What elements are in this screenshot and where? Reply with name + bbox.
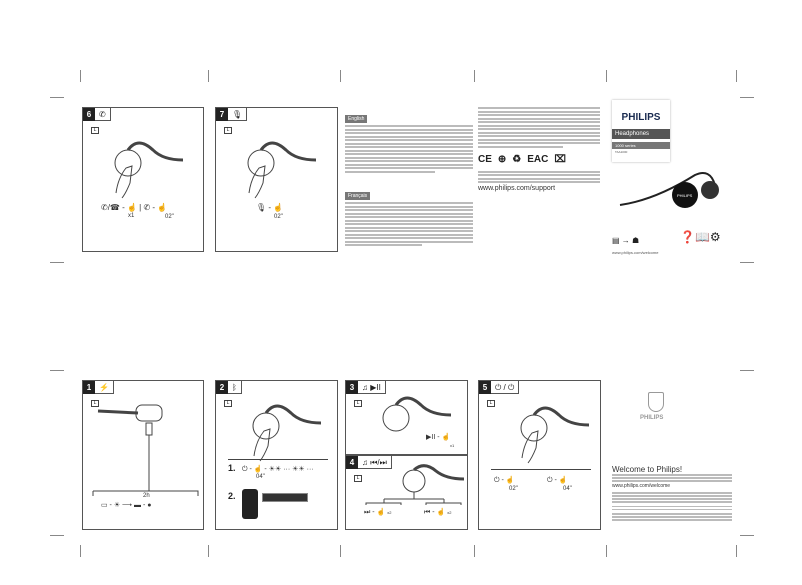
safety-text-column — [345, 107, 473, 257]
left-earpiece-icon: L — [487, 400, 495, 407]
panel-play-pause — [345, 380, 468, 455]
left-earpiece-icon: L — [354, 400, 362, 407]
support-link[interactable]: www.philips.com/support — [478, 185, 556, 192]
bracket — [491, 469, 591, 472]
headphones-photo — [615, 170, 725, 220]
crop-mark — [50, 97, 64, 98]
section-heading-english: English — [345, 115, 367, 123]
left-earpiece-icon: L — [354, 475, 362, 482]
crop-mark — [474, 545, 475, 557]
headphone-hand-illustration — [514, 403, 594, 463]
hold-duration-off: 04" — [563, 486, 572, 492]
philips-shield-logo — [648, 392, 664, 412]
crop-mark — [340, 70, 341, 82]
welcome-heading: Welcome to Philips! — [612, 465, 683, 474]
philips-wordmark: PHILIPS — [640, 415, 664, 421]
left-earpiece-icon: L — [224, 400, 232, 407]
voice-gesture: 🎙 - ☝ — [256, 203, 284, 212]
call-gesture: ✆/☎ - ☝ | ✆ - ☝ — [101, 203, 168, 212]
press-count: x1 — [450, 443, 455, 448]
charge-time: 2h — [143, 493, 150, 499]
crop-mark — [80, 545, 81, 557]
panel-track-skip — [345, 455, 468, 530]
panel-number: 5 — [479, 381, 491, 394]
crop-mark — [208, 545, 209, 557]
crop-mark — [740, 262, 754, 263]
charging-icon: ⚡ — [99, 383, 109, 392]
product-name: Headphones — [612, 129, 670, 139]
crop-mark — [208, 70, 209, 82]
hold-duration-on: 02" — [509, 486, 518, 492]
press-count: x1 — [128, 213, 135, 219]
phone-icon: ✆ — [99, 110, 106, 119]
bracket — [228, 459, 328, 462]
power-off-gesture: ⏻ - ☝ — [547, 477, 568, 484]
crop-mark — [50, 535, 64, 536]
power-sequence: ⏻ - ☝ - ☀☀ ··· ☀☀ ··· — [242, 466, 314, 473]
cover-box — [612, 100, 670, 162]
headphone-hand-illustration — [246, 401, 326, 461]
headphone-hand-illustration — [241, 138, 321, 198]
section-heading-french: Français — [345, 192, 370, 200]
power-icon: ⏻ / ⏻ — [495, 383, 515, 392]
bluetooth-icon: ᛒ — [232, 383, 237, 392]
crop-mark — [740, 535, 754, 536]
panel-number: 2 — [216, 381, 228, 394]
panel-number: 7 — [216, 108, 228, 121]
philips-logo-text: PHILIPS — [621, 112, 661, 123]
previous-gesture: ⏮ - ☝ x2 — [424, 509, 452, 516]
crop-mark — [474, 70, 475, 82]
phone-illustration — [242, 489, 258, 519]
step-2: 2. — [228, 491, 236, 501]
crop-mark — [50, 370, 64, 371]
crop-mark — [736, 545, 737, 557]
hold-duration: 04" — [256, 474, 265, 480]
device-list-item — [262, 493, 308, 502]
crop-mark — [606, 545, 607, 557]
panel-call — [82, 107, 204, 252]
panel-number: 1 — [83, 381, 95, 394]
panel-pairing — [215, 380, 338, 530]
voice-assistant-icon: 🎙 — [232, 110, 243, 119]
panel-number: 3 — [346, 381, 358, 394]
crop-mark — [736, 70, 737, 82]
model-number: TAA1000 — [615, 150, 628, 154]
crop-mark — [50, 262, 64, 263]
support-icons: ❓📖⚙ — [680, 230, 721, 244]
panel-number: 6 — [83, 108, 95, 121]
product-series: 1000 series — [612, 142, 670, 149]
regulatory-column — [478, 107, 600, 257]
music-play-icon: ♫ ▶II — [362, 383, 381, 392]
crop-mark — [80, 70, 81, 82]
headphone-hand-illustration — [376, 393, 456, 453]
panel-voice-assistant — [215, 107, 338, 252]
hold-duration: 02" — [165, 214, 174, 220]
step-1: 1. — [228, 463, 236, 473]
crop-mark — [340, 545, 341, 557]
certification-marks: CE ⊕ ♻ EAC ⌧ — [478, 153, 566, 165]
crop-mark — [740, 97, 754, 98]
charging-illustration — [98, 401, 188, 501]
register-icons: ▤ → ☗ — [612, 236, 640, 245]
panel-number: 4 — [346, 456, 358, 469]
next-gesture: ⏭ - ☝ x2 — [364, 509, 392, 516]
left-earpiece-icon: L — [224, 127, 232, 134]
register-link[interactable]: www.philips.com/welcome — [612, 250, 659, 255]
hold-duration: 02" — [274, 214, 283, 220]
left-earpiece-icon: L — [91, 127, 99, 134]
welcome-link[interactable]: www.philips.com/welcome — [612, 483, 671, 489]
crop-mark — [606, 70, 607, 82]
headphone-hand-illustration — [108, 138, 188, 198]
crop-mark — [740, 370, 754, 371]
music-skip-icon: ♫ ⏮/⏭ — [362, 458, 387, 467]
welcome-block — [612, 465, 732, 522]
charging-indicator: ▭ - ☀ ⟶ ▬ - ● — [101, 502, 152, 509]
play-gesture: ▶II - ☝ — [426, 434, 451, 441]
panel-charging — [82, 380, 204, 530]
device-brand: PHILIPS — [677, 193, 693, 198]
power-on-gesture: ⏻ - ☝ — [494, 477, 515, 484]
left-earpiece-icon: L — [91, 400, 99, 407]
panel-power — [478, 380, 601, 530]
